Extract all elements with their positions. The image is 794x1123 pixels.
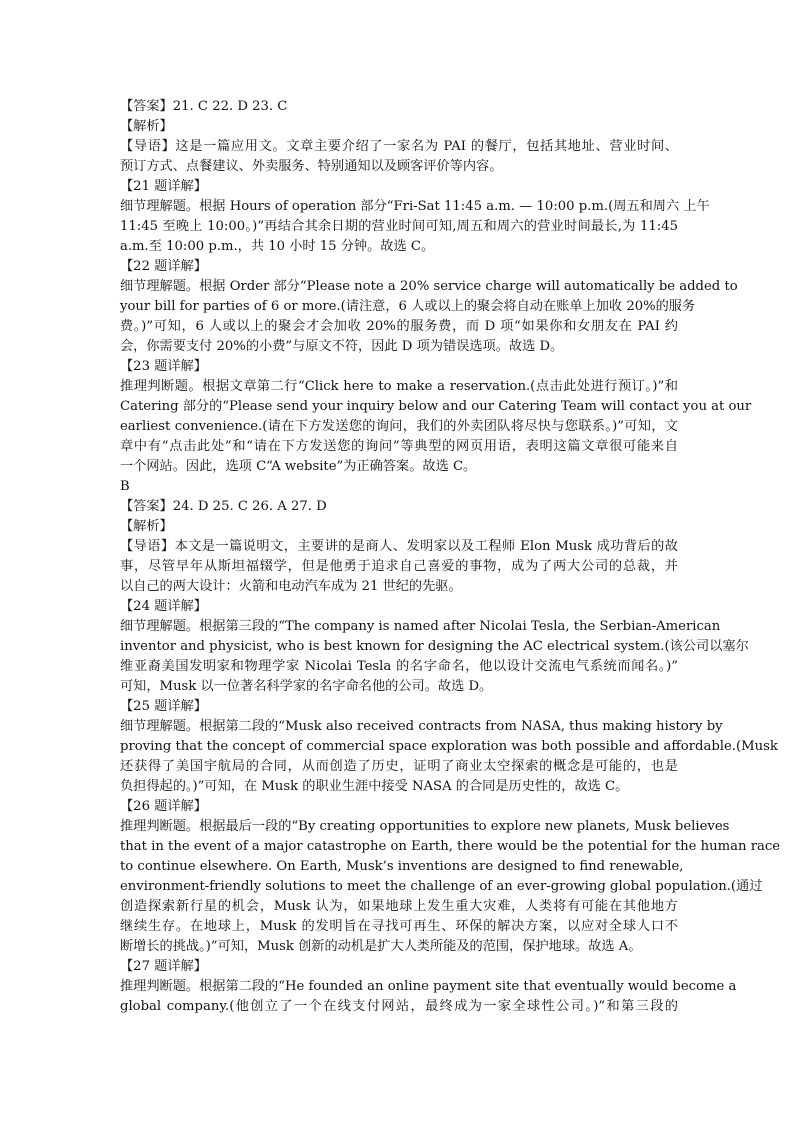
text-line: 【23 题详解】 bbox=[120, 359, 207, 374]
text-line: 断增长的挑战。)”可知，Musk 创新的动机是扩大人类所能及的范围，保护地球。故选 A。 bbox=[120, 939, 642, 954]
text-line: 【22 题详解】 bbox=[120, 259, 207, 274]
text-line: 章中有“点击此处”和“请在下方发送您的询问”等典型的网页用语，表明这篇文章很可能来自 bbox=[120, 439, 678, 454]
text-line: 以自己的两大设计：火箭和电动汽车成为 21 世纪的先驱。 bbox=[120, 579, 462, 594]
text-line: 【答案】21. C 22. D 23. C bbox=[120, 99, 288, 114]
text-line: environment-friendly solutions to meet the challenge of an ever-growing global population.(通过 bbox=[120, 879, 763, 894]
text-line: 细节理解题。根据第二段的“Musk also received contracts from NASA, thus making history by bbox=[120, 719, 723, 734]
text-line: 细节理解题。根据第三段的“The company is named after Nicolai Tesla, the Serbian-American bbox=[120, 619, 721, 634]
text-line: 预订方式、点餐建议、外卖服务、特别通知以及顾客评价等内容。 bbox=[120, 159, 503, 174]
text-line: 负担得起的。)”可知，在 Musk 的职业生涯中接受 NASA 的合同是历史性的，故选 C。 bbox=[120, 779, 629, 794]
text-line: 【27 题详解】 bbox=[120, 959, 207, 974]
text-line: earliest convenience.(请在下方发送您的询问，我们的外卖团队将尽快与您联系。)”可知，文 bbox=[120, 419, 678, 434]
text-line: 【解析】 bbox=[120, 119, 173, 134]
text-line: your bill for parties of 6 or more.(请注意，6 人或以上的聚会将自动在账单上加收 20%的服务 bbox=[120, 299, 696, 314]
text-line: a.m.至 10:00 p.m.，共 10 小时 15 分钟。故选 C。 bbox=[120, 239, 435, 254]
text-line: 创造探索新行星的机会，Musk 认为，如果地球上发生重大灾难，人类将有可能在其他地方 bbox=[120, 899, 678, 914]
text-line: 11:45 至晚上 10:00。)”再结合其余日期的营业时间可知,周五和周六的营业时间最长,为 11:45 bbox=[120, 219, 678, 234]
text-line: 【导语】这是一篇应用文。文章主要介绍了一家名为 PAI 的餐厅，包括其地址、营业时间、 bbox=[120, 139, 678, 154]
text-line: proving that the concept of commercial space exploration was both possible and affordable.(Musk bbox=[120, 739, 778, 754]
text-line: 还获得了美国宇航局的合同，从而创造了历史，证明了商业太空探索的概念是可能的，也是 bbox=[120, 759, 678, 774]
text-line: 【21 题详解】 bbox=[120, 179, 207, 194]
document-page bbox=[120, 97, 781, 1017]
text-line: 推理判断题。根据第二段的“He founded an online payment site that eventually would become a bbox=[120, 979, 737, 994]
text-line: 【解析】 bbox=[120, 519, 173, 534]
text-line: 细节理解题。根据 Order 部分“Please note a 20% service charge will automatically be added to bbox=[120, 279, 738, 294]
text-line: 【26 题详解】 bbox=[120, 799, 207, 814]
text-line: that in the event of a major catastrophe on Earth, there would be the potential for the human race bbox=[120, 839, 781, 854]
text-line: 维亚裔美国发明家和物理学家 Nicolai Tesla 的名字命名，他以设计交流电气系统而闻名。)” bbox=[120, 659, 678, 674]
text-line: inventor and physicist, who is best known for designing the AC electrical system.(该公司以塞尔 bbox=[120, 639, 749, 654]
text-line: global company.(他创立了一个在线支付网站，最终成为一家全球性公司。)”和第三段的 bbox=[120, 999, 678, 1014]
text-line: Catering 部分的“Please send your inquiry below and our Catering Team will contact you at our bbox=[120, 399, 752, 414]
text-line: 事，尽管早年从斯坦福辍学，但是他勇于追求自己喜爱的事物，成为了两大公司的总裁，并 bbox=[120, 559, 678, 574]
text-line: 会，你需要支付 20%的小费”与原文不符，因此 D 项为错误选项。故选 D。 bbox=[120, 339, 564, 354]
text-line: 继续生存。在地球上，Musk 的发明旨在寻找可再生、环保的解决方案，以应对全球人口不 bbox=[120, 919, 678, 934]
text-line: 【导语】本文是一篇说明文，主要讲的是商人、发明家以及工程师 Elon Musk 成功背后的故 bbox=[120, 539, 678, 554]
text-line: 【24 题详解】 bbox=[120, 599, 207, 614]
text-line: to continue elsewhere. On Earth, Musk’s inventions are designed to find renewable, bbox=[120, 859, 684, 874]
text-line: 【25 题详解】 bbox=[120, 699, 207, 714]
text-line: 推理判断题。根据最后一段的“By creating opportunities to explore new planets, Musk believes bbox=[120, 819, 730, 834]
text-line: 费。)”可知，6 人或以上的聚会才会加收 20%的服务费，而 D 项“如果你和女朋友在 PAI 约 bbox=[120, 319, 678, 334]
text-line: 推理判断题。根据文章第二行“Click here to make a reservation.(点击此处进行预订。)”和 bbox=[120, 379, 678, 394]
text-line: B bbox=[120, 479, 130, 494]
text-line: 【答案】24. D 25. C 26. A 27. D bbox=[120, 499, 327, 514]
text-line: 细节理解题。根据 Hours of operation 部分“Fri-Sat 11:45 a.m. — 10:00 p.m.(周五和周六 上午 bbox=[120, 199, 710, 214]
text-line: 一个网站。因此，选项 C“A website”为正确答案。故选 C。 bbox=[120, 459, 477, 474]
text-line: 可知，Musk 以一位著名科学家的名字命名他的公司。故选 D。 bbox=[120, 679, 493, 694]
